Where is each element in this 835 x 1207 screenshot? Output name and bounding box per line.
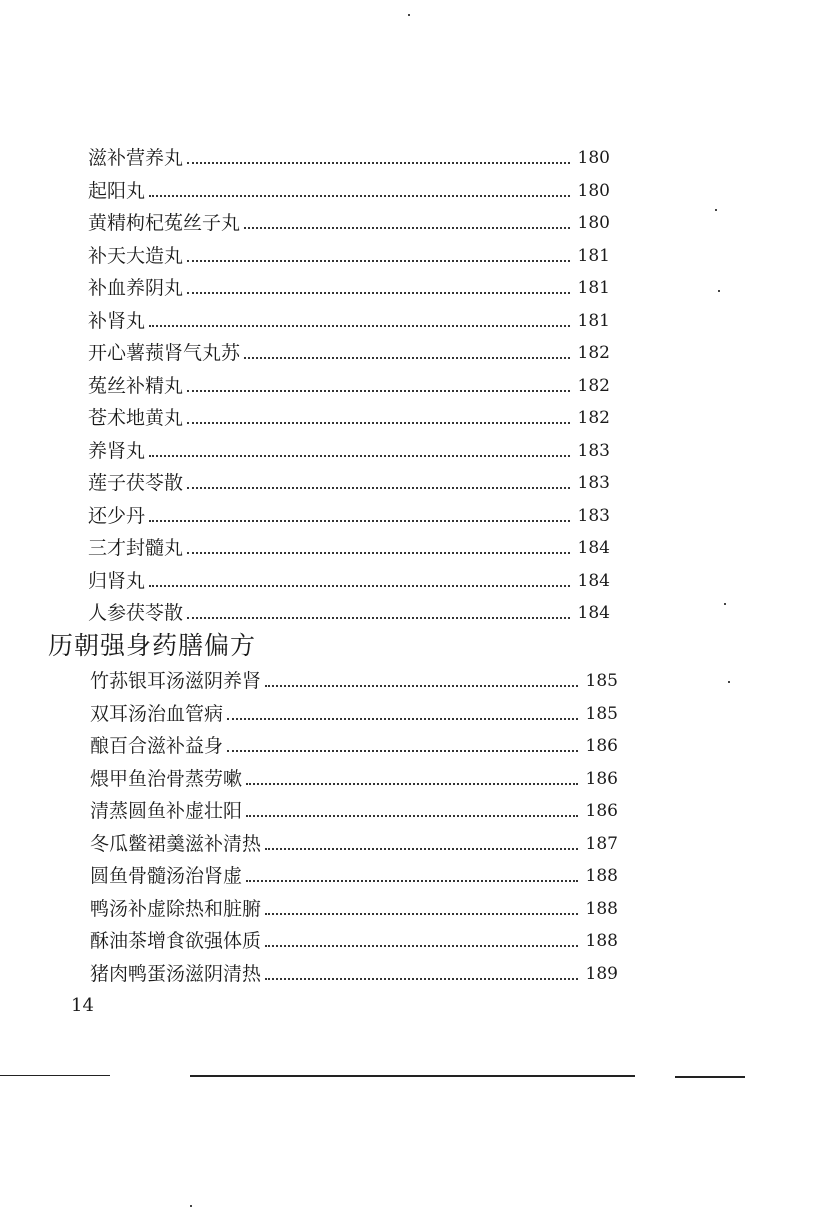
toc-entry-title: 酥油茶增食欲强体质 [90, 930, 262, 952]
toc-entry [88, 236, 610, 268]
toc-entry [88, 333, 610, 365]
dot-leader [246, 782, 578, 785]
toc-entry-page: 184 [577, 538, 610, 558]
dot-leader [244, 356, 570, 359]
scan-speck [724, 603, 726, 605]
toc-entry-title: 煨甲鱼治骨蒸劳嗽 [90, 767, 243, 790]
toc-entry-page: 188 [585, 866, 618, 886]
toc-entry-title: 黄精枸杞菟丝子丸 [88, 212, 241, 234]
dot-leader [149, 584, 570, 587]
dot-leader [227, 749, 578, 752]
toc-entry-page: 181 [577, 278, 610, 298]
dot-leader [187, 291, 570, 294]
toc-entry-title: 补血养阴丸 [88, 277, 184, 299]
toc-entry-page: 188 [585, 931, 618, 951]
toc-entry [90, 824, 618, 856]
toc-entry-title: 养肾丸 [88, 439, 146, 462]
toc-entry [90, 759, 618, 791]
toc-entry-title: 莲子茯苓散 [88, 472, 184, 494]
dot-leader [187, 486, 570, 489]
toc-entry [88, 171, 610, 203]
toc-entry [88, 431, 610, 463]
dot-leader [227, 717, 578, 720]
scan-line-left [0, 1075, 110, 1076]
toc-entry-page: 183 [577, 440, 610, 461]
toc-entry-page: 181 [577, 310, 610, 331]
toc-entry-page: 184 [577, 570, 610, 591]
toc-entry-title: 鸭汤补虚除热和脏腑 [90, 897, 262, 920]
toc-entry [88, 203, 610, 235]
dot-leader [149, 194, 570, 197]
toc-entry [88, 366, 610, 398]
dot-leader [265, 912, 578, 915]
toc-entry-title: 还少丹 [88, 504, 146, 527]
dot-leader [149, 519, 570, 522]
dot-leader [265, 977, 578, 980]
scan-speck [715, 209, 717, 211]
toc-entry-title: 圆鱼骨髓汤治肾虚 [90, 865, 243, 887]
scan-line-right [675, 1076, 745, 1078]
toc-entry-title: 菟丝补精丸 [88, 374, 184, 397]
toc-entry-page: 185 [585, 703, 618, 724]
toc-entry [88, 268, 610, 300]
toc-entry-title: 酿百合滋补益身 [90, 735, 224, 757]
dot-leader [149, 324, 570, 327]
toc-entry [88, 561, 610, 593]
toc-entry [88, 463, 610, 495]
toc-entry-page: 181 [577, 245, 610, 266]
dot-leader [187, 389, 570, 392]
toc-entry-page: 189 [585, 963, 618, 984]
toc-entry-title: 开心薯蓣肾气丸苏 [88, 342, 241, 364]
toc-entry-title: 人参茯苓散 [88, 602, 184, 624]
toc-entry-title: 冬瓜鳖裙羹滋补清热 [90, 832, 262, 855]
toc-entry-page: 182 [577, 375, 610, 396]
dot-leader [265, 847, 578, 850]
toc-entry-page: 182 [577, 343, 610, 363]
toc-entry-title: 双耳汤治血管病 [90, 702, 224, 725]
toc-entry-title: 归肾丸 [88, 569, 146, 592]
toc-entry [88, 301, 610, 333]
toc-entry-page: 186 [585, 736, 618, 756]
toc-entry [88, 398, 610, 430]
page-number: 14 [71, 995, 94, 1016]
toc-entry-title: 起阳丸 [88, 179, 146, 202]
toc-entry [90, 694, 618, 726]
toc-entry [90, 889, 618, 921]
toc-entry-title: 猪肉鸭蛋汤滋阴清热 [90, 962, 262, 985]
toc-entry-title: 补肾丸 [88, 309, 146, 332]
toc-entry-page: 184 [577, 603, 610, 623]
scan-speck [718, 290, 720, 292]
toc-entry-title: 补天大造丸 [88, 244, 184, 267]
toc-entry-page: 183 [577, 473, 610, 493]
scan-line-center [190, 1075, 635, 1077]
toc-entry [90, 661, 618, 693]
toc-entry [90, 726, 618, 758]
dot-leader [187, 259, 570, 262]
toc-entry-page: 185 [585, 671, 618, 691]
toc-entry-page: 186 [585, 801, 618, 821]
toc-entry [90, 954, 618, 986]
toc-entry [90, 921, 618, 953]
toc-entry [88, 138, 610, 170]
toc-entry [88, 496, 610, 528]
toc-entry-title: 竹荪银耳汤滋阴养肾 [90, 670, 262, 692]
toc-entry [88, 593, 610, 625]
toc-entry-page: 180 [577, 213, 610, 233]
dot-leader [265, 944, 578, 947]
dot-leader [187, 421, 570, 424]
toc-entry-title: 三才封髓丸 [88, 537, 184, 559]
section-heading: 历朝强身药膳偏方 [48, 631, 257, 660]
toc-entry-page: 186 [585, 768, 618, 789]
toc-entry-page: 188 [585, 898, 618, 919]
toc-entry-page: 182 [577, 408, 610, 428]
scan-speck [408, 14, 410, 16]
toc-entry [88, 528, 610, 560]
toc-entry-title: 滋补营养丸 [88, 147, 184, 169]
toc-entry-title: 清蒸圆鱼补虚壮阳 [90, 800, 243, 822]
dot-leader [246, 814, 578, 817]
toc-entry-title: 苍术地黄丸 [88, 407, 184, 429]
dot-leader [244, 226, 570, 229]
dot-leader [187, 551, 570, 554]
toc-entry-page: 187 [585, 833, 618, 854]
toc-entry [90, 856, 618, 888]
dot-leader [246, 879, 578, 882]
dot-leader [149, 454, 570, 457]
scan-speck [728, 681, 730, 683]
dot-leader [265, 684, 578, 687]
toc-entry-page: 180 [577, 148, 610, 168]
toc-entry [90, 791, 618, 823]
toc-entry-page: 183 [577, 505, 610, 526]
dot-leader [187, 616, 570, 619]
toc-entry-page: 180 [577, 180, 610, 201]
dot-leader [187, 161, 570, 164]
